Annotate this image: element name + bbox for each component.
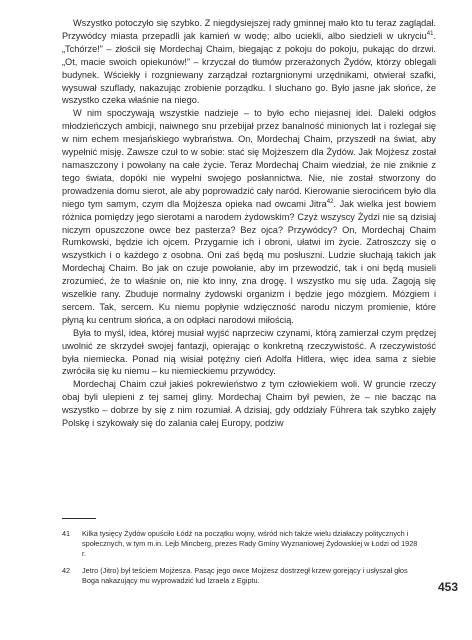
footnote-reference[interactable]: 42 xyxy=(326,198,334,205)
paragraph xyxy=(62,378,436,430)
paragraph-text: . Jak wielka jest bowiem różnica pomiędzy jego sierotami a narodem żydowskim? Czyż wszyscy Żydzi nie są dzisiaj niczym opuszczone owce bez pasterza? Bez ojca? Przywódcy? On, Mordechaj Chaim Rumkowski, będzie ich ojcem. Przygarnie ich i obroni, ułatwi im życie. Zatroszczy się o wszystkich i o każdego z osobna. Oni zaś będą mu posłuszni. Ludzie słuchają takich jak Mordechaj Chaim. Bo jak on czuje powołanie, aby im przewodzić, tak i oni będą musieli zrozumieć, że to właśnie on, nie kto inny, zna drogę. I wszystko mu się uda. Zagoją się wszelkie rany. Zbuduje normalny żydowski organizm i będzie jego mózgiem. Mózgiem i sercem. Tak, sercem. Ku niemu popłynie wdzięczność narodu niczym promienie, które płyną ku centrum słońca, a on odpłaci narodowi miłością. xyxy=(62,198,437,325)
paragraph-text: Mordechaj Chaim czuł jakieś pokrewieństwo z tym człowiekiem woli. W gruncie rzeczy obaj byli ulepieni z tej samej gliny. Mordechaj Chaim był pewien, że – nie bacząc na wszystko – dobrze by się z nim rozumiał. A dzisiaj, gdy oddziały Führera tak szybko zajęły Polskę i szykowały się do zalania całej Europy, podziw xyxy=(62,379,436,429)
footnote-divider xyxy=(62,518,96,519)
paragraph-text: . „Tchórze!” – złościł się Mordechaj Chaim, biegając z pokoju do pokoju, pukając do drzwi. „Ot, macie swoich opiekunów!” – krzyczał do tłumów przerażonych Żydów, którzy oblegali budynek. Wściekły i rozgniewany zarządzał roztargnionymi urzędnikami, otwierał szafki, wysuwał szuflady, nakazując zrobienie porządku. I słuchano go. Było jasne jak słońce, że wszystko czeka właśnie na niego. xyxy=(62,30,436,106)
paragraph xyxy=(62,107,436,326)
footnote-number: 42 xyxy=(62,565,71,575)
footnote xyxy=(62,566,418,586)
paragraph xyxy=(62,17,436,107)
footnote xyxy=(62,529,418,560)
footnotes xyxy=(62,529,418,592)
footnote-number: 41 xyxy=(62,529,71,538)
page-number: 453 xyxy=(437,580,458,594)
paragraph-text: Była to myśl, idea, której musiał wyjść naprzeciw czynami, którą zamierzał czym prędzej uwolnić ze skrzydeł swojej fantazji, opierając o konkretną rzeczywistość. A rzeczywistość była niemiecka. Ponad nią wisiał potężny cień Adolfa Hitlera, więc idea sama z siebie zwróciła się ku niemu – ku niemieckiemu przywódcy. xyxy=(62,327,436,377)
paragraph xyxy=(62,327,436,379)
main-text xyxy=(62,17,436,430)
footnote-text: Kilka tysięcy Żydów opuściło Łódź na początku wojny, wśród nich także wielu działaczy politycznych i społecznych, w tym m.in. Lejb Mincberg, prezes Rady Gminy Wyznaniowej Żydowskiej w Łodzi od 1928 r. xyxy=(82,529,418,559)
paragraph-text: Wszystko potoczyło się szybko. Z niegdysiejszej rady gminnej mało kto tu teraz zaglądał. Przywódcy miasta przepadli jak kamień w wodę; albo uciekli, albo siedzieli w ukryciu xyxy=(62,18,436,41)
footnote-text: Jetro (Jitro) był teściem Mojżesza. Pasąc jego owce Mojżesz dostrzegł krzew gorejący i usłyszał głos Boga nakazujący mu wyprowadzić lud Izraela z Egiptu. xyxy=(82,565,408,585)
footnote-reference[interactable]: 41 xyxy=(426,30,434,37)
paragraph-text: W nim spoczywają wszystkie nadzieje – to było echo niejasnej idei. Daleki odgłos młodzieńczych ambicji, naiwnego snu przebijał przez banalność minionych lat i rozlegał się w nim echem mesjańskiego wybraństwa. On, Mordechaj Chaim, przyszedł na świat, aby wypełnić misję. Zawsze czuł to w sobie: stać się Mojżeszem dla Żydów. Jak Mojżesz został namaszczony i powołany na całe życie. Teraz Mordechaj Chaim wiedział, że nie zniknie z tego świata, dopóki nie wypełni swojego posłannictwa. Nie, nie został stworzony do prowadzenia domu sierot, ale aby poprowadzić cały naród. Kierowanie sierocińcem było dla niego tym samym, czym dla Mojżesza opieka nad owcami Jitra xyxy=(62,108,436,209)
